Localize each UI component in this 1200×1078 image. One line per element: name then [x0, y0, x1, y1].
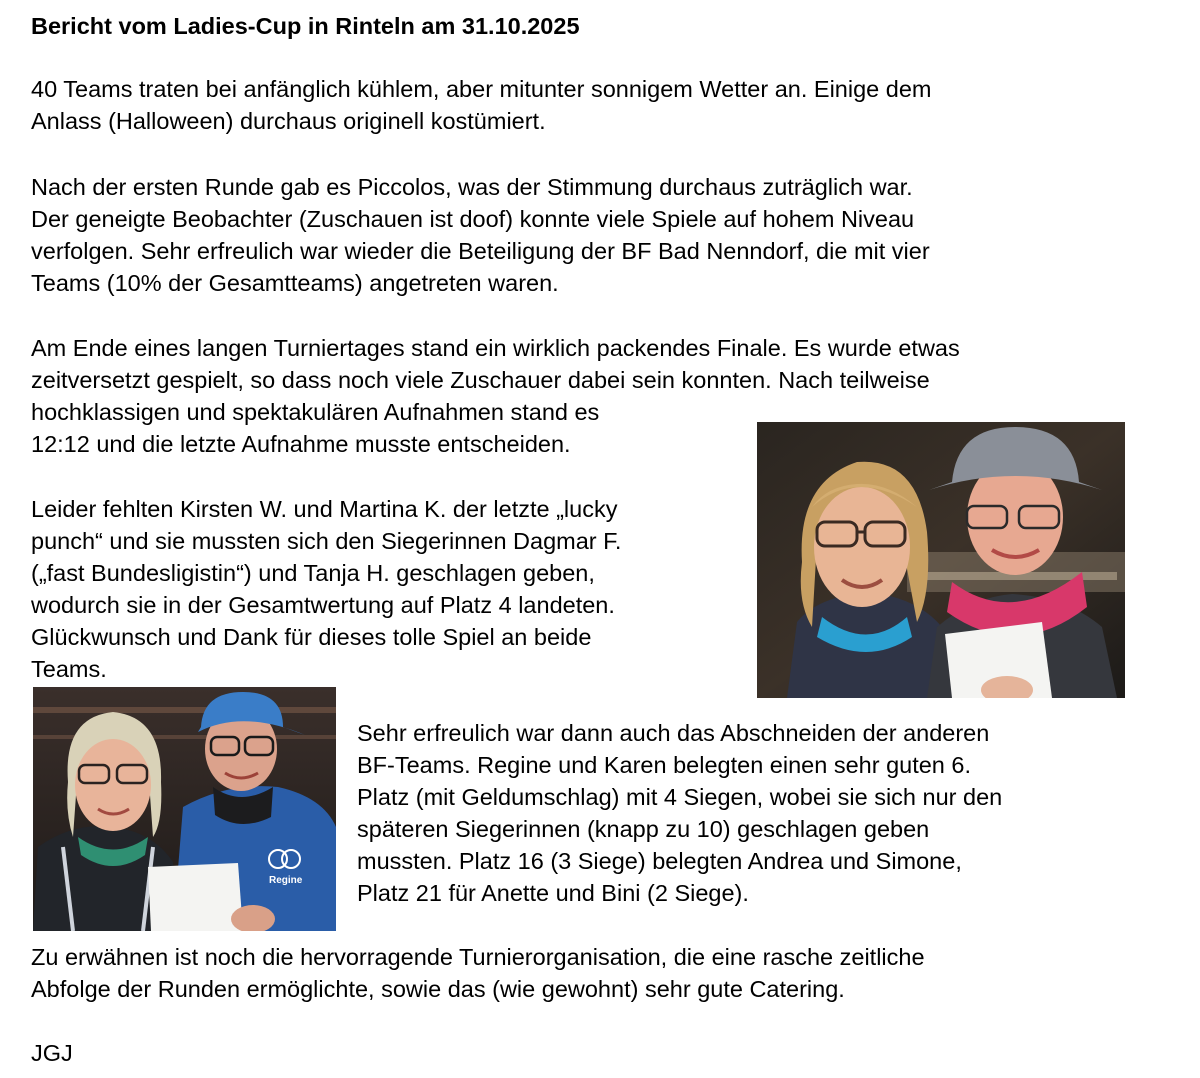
jacket-text: Regine [269, 875, 303, 886]
paragraph-4-line-2: punch“ und sie mussten sich den Siegerinnen Dagmar F. [31, 528, 622, 554]
paragraph-3-line-1: Am Ende eines langen Turniertages stand ein wirklich packendes Finale. Es wurde etwas [31, 335, 960, 361]
bf-team-photo [33, 687, 336, 931]
photo-two-women-icon [757, 422, 1125, 698]
paragraph-5-line-4: späteren Siegerinnen (knapp zu 10) geschlagen geben [357, 816, 930, 842]
paragraph-1-line-1: 40 Teams traten bei anfänglich kühlem, aber mitunter sonnigem Wetter an. Einige dem [31, 76, 932, 102]
paragraph-5-line-2: BF-Teams. Regine und Karen belegten einen sehr guten 6. [357, 752, 972, 778]
paragraph-4-line-3: („fast Bundesligistin“) und Tanja H. geschlagen geben, [31, 560, 595, 586]
paragraph-6-line-1: Zu erwähnen ist noch die hervorragende Turnierorganisation, die eine rasche zeitliche [31, 944, 925, 970]
signature: JGJ [31, 1040, 73, 1066]
paragraph-2-line-2: Der geneigte Beobachter (Zuschauen ist doof) konnte viele Spiele auf hohem Niveau [31, 206, 915, 232]
paragraph-3-line-3: hochklassigen und spektakulären Aufnahmen stand es [31, 399, 600, 425]
paragraph-4-line-6: Teams. [31, 656, 107, 682]
paragraph-2-line-3: verfolgen. Sehr erfreulich war wieder die Beteiligung der BF Bad Nenndorf, die mit vier [31, 238, 930, 264]
paragraph-3-line-2: zeitversetzt gespielt, so dass noch viele Zuschauer dabei sein konnten. Nach teilweise [31, 367, 930, 393]
paragraph-6-line-2: Abfolge der Runden ermöglichte, sowie das (wie gewohnt) sehr gute Catering. [31, 976, 845, 1002]
paragraph-4-line-5: Glückwunsch und Dank für dieses tolle Spiel an beide [31, 624, 592, 650]
paragraph-1-line-2: Anlass (Halloween) durchaus originell kostümiert. [31, 108, 546, 134]
paragraph-5-line-6: Platz 21 für Anette und Bini (2 Siege). [357, 880, 749, 906]
page-title: Bericht vom Ladies-Cup in Rinteln am 31.10.2025 [31, 13, 580, 39]
finalists-photo [757, 422, 1125, 698]
paragraph-5-line-5: mussten. Platz 16 (3 Siege) belegten Andrea und Simone, [357, 848, 962, 874]
paragraph-5-line-3: Platz (mit Geldumschlag) mit 4 Siegen, wobei sie sich nur den [357, 784, 1003, 810]
paragraph-4-line-1: Leider fehlten Kirsten W. und Martina K. der letzte „lucky [31, 496, 618, 522]
paragraph-2-line-1: Nach der ersten Runde gab es Piccolos, was der Stimmung durchaus zuträglich war. [31, 174, 913, 200]
photo-two-women-icon [33, 687, 336, 931]
paragraph-3-line-4: 12:12 und die letzte Aufnahme musste entscheiden. [31, 431, 571, 457]
paragraph-2-line-4: Teams (10% der Gesamtteams) angetreten waren. [31, 270, 559, 296]
paragraph-5-line-1: Sehr erfreulich war dann auch das Abschneiden der anderen [357, 720, 990, 746]
paragraph-4-line-4: wodurch sie in der Gesamtwertung auf Platz 4 landeten. [31, 592, 615, 618]
